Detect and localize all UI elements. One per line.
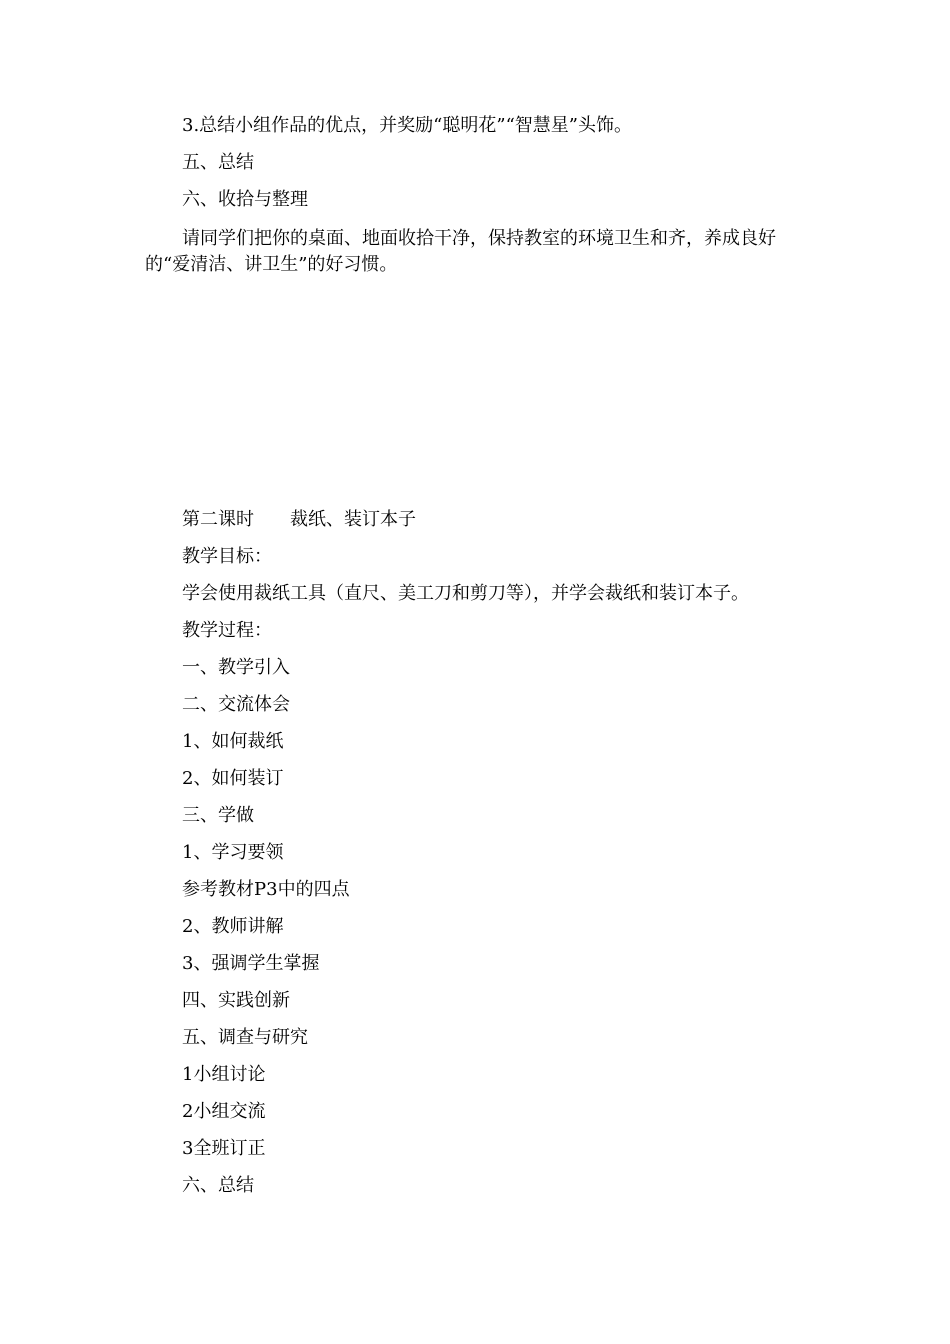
heading-cleanup: 六、收拾与整理 [182, 189, 308, 210]
process-step: 一、教学引入 [182, 657, 290, 678]
process-step: 1、学习要领 [182, 842, 284, 863]
process-step: 3全班订正 [182, 1138, 266, 1159]
goal-text: 学会使用裁纸工具（直尺、美工刀和剪刀等），并学会裁纸和装订本子。 [182, 583, 749, 604]
process-step: 1、如何裁纸 [182, 731, 284, 752]
lesson-title: 第二课时 裁纸、装订本子 [182, 509, 416, 530]
summary-item-3: 3.总结小组作品的优点，并奖励“聪明花”“智慧星”头饰。 [182, 115, 632, 136]
cleanup-paragraph: 请同学们把你的桌面、地面收拾干净，保持教室的环境卫生和齐，养成良好的“爱清洁、讲卫生”的好习惯。 [145, 228, 776, 275]
process-step: 三、学做 [182, 805, 254, 826]
process-step: 1小组讨论 [182, 1064, 266, 1085]
process-step: 五、调查与研究 [182, 1027, 308, 1048]
process-step: 2、如何装订 [182, 768, 284, 789]
process-step: 2、教师讲解 [182, 916, 284, 937]
process-label: 教学过程： [182, 620, 272, 641]
process-step: 3、强调学生掌握 [182, 953, 320, 974]
goal-label: 教学目标： [182, 546, 272, 567]
process-step: 四、实践创新 [182, 990, 290, 1011]
process-step: 二、交流体会 [182, 694, 290, 715]
heading-summary: 五、总结 [182, 152, 254, 173]
process-step: 六、总结 [182, 1175, 254, 1196]
process-step: 2小组交流 [182, 1101, 266, 1122]
process-step: 参考教材P3中的四点 [182, 879, 350, 900]
